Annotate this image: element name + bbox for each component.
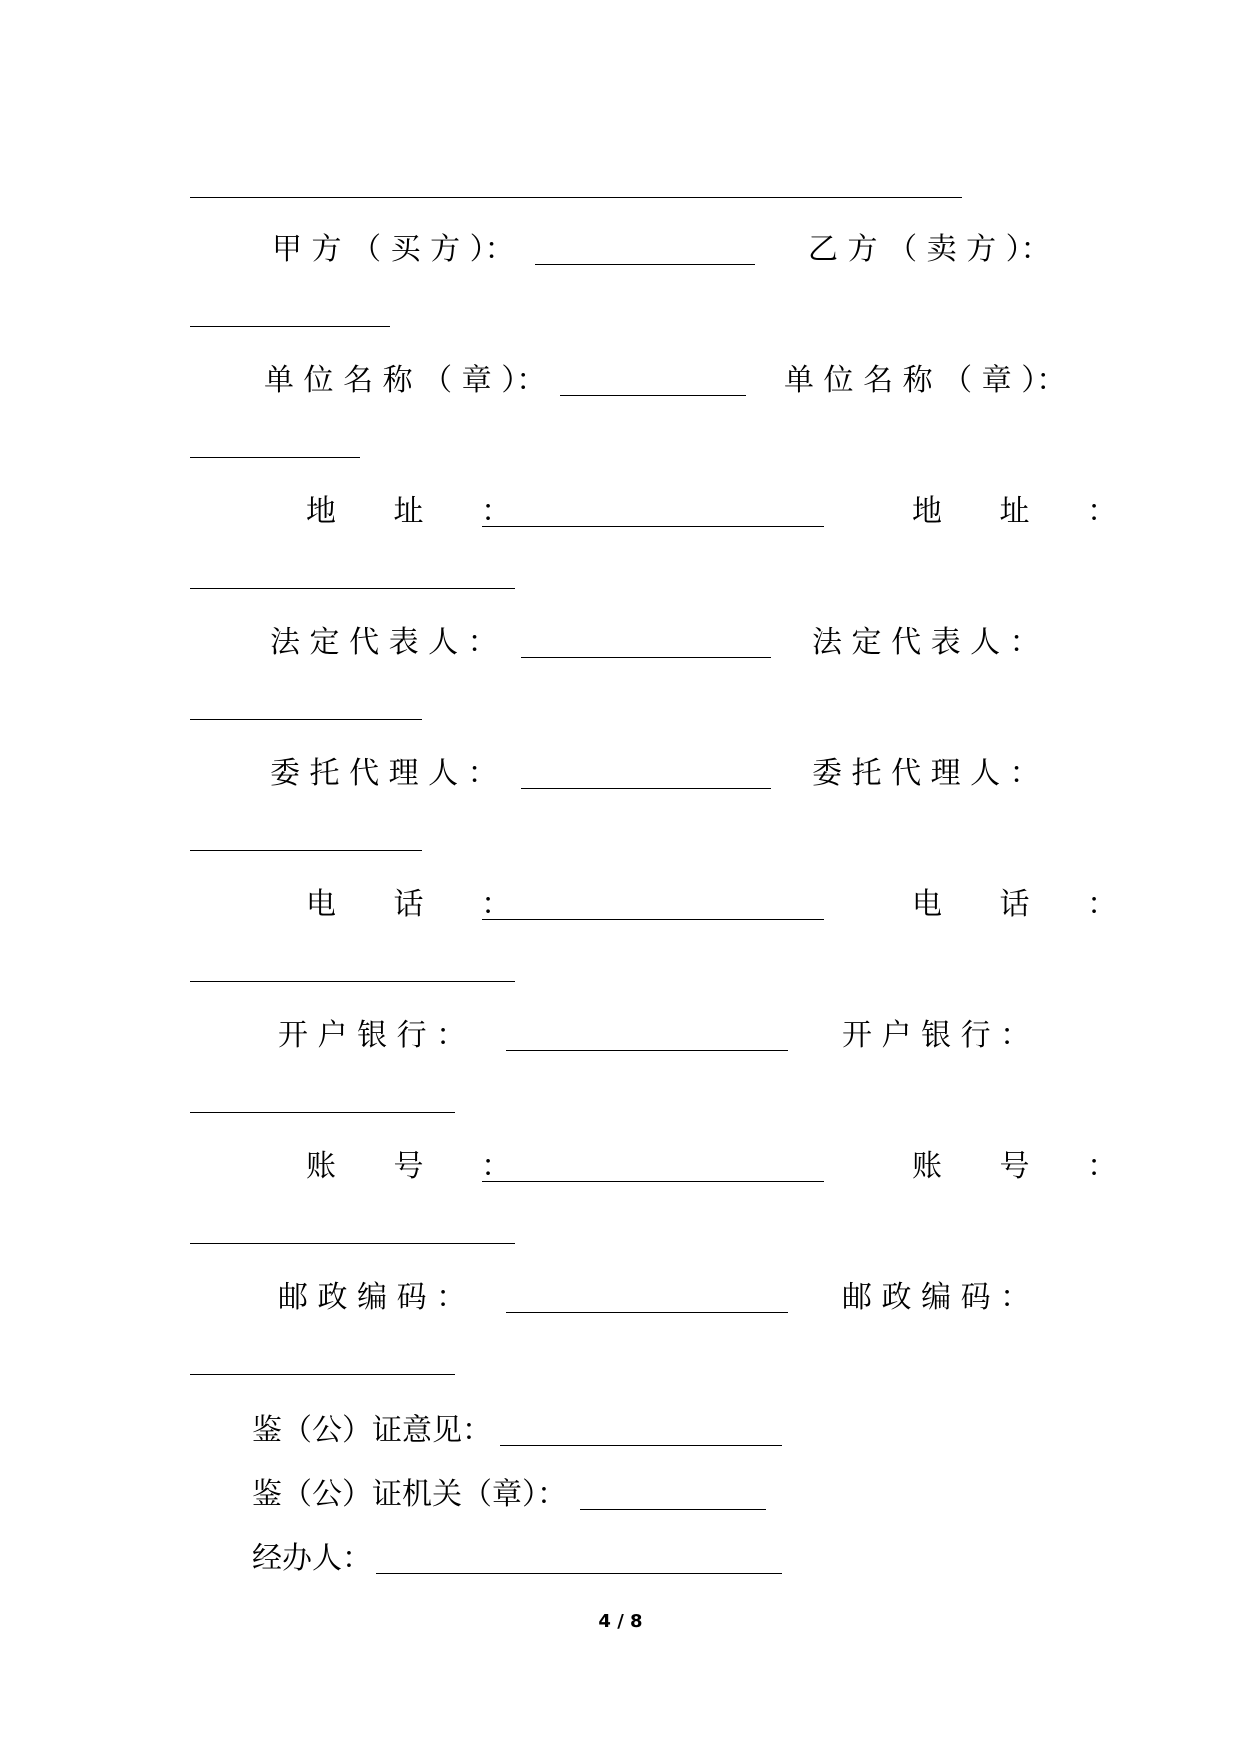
notary-opinion-label: 鉴（公）证意见： xyxy=(252,1413,492,1448)
right-label xyxy=(912,883,1142,927)
left-label-text: 账 号 ： xyxy=(306,1149,536,1184)
handler-row xyxy=(252,1537,792,1581)
right-blank[interactable] xyxy=(190,981,515,982)
notary-office-blank[interactable] xyxy=(580,1509,766,1510)
right-blank[interactable] xyxy=(190,457,360,458)
postcode-row xyxy=(190,1276,1050,1320)
right-label: 委 托 代 理 人 ： xyxy=(812,756,1040,791)
right-label: 开 户 银 行 ： xyxy=(842,1018,1031,1053)
handler-label: 经办人： xyxy=(252,1541,372,1576)
notary-office-label: 鉴（公）证机关（章）： xyxy=(252,1477,567,1512)
party-b-blank[interactable] xyxy=(190,326,390,327)
right-blank[interactable] xyxy=(190,850,422,851)
party-a-blank[interactable] xyxy=(535,264,755,265)
left-blank[interactable] xyxy=(506,1050,788,1051)
handler-blank[interactable] xyxy=(376,1573,782,1574)
notary-opinion-row xyxy=(252,1409,792,1453)
left-label xyxy=(306,490,536,534)
right-label-text: 电 话 ： xyxy=(912,887,1142,922)
agent-row xyxy=(190,752,1050,796)
address-row xyxy=(190,490,1142,534)
account-row xyxy=(190,1145,1142,1189)
party-a-label: 甲 方 （ 买 方 ）： xyxy=(272,232,515,267)
page-number: 4 / 8 xyxy=(598,1611,643,1632)
phone-row xyxy=(190,883,1142,927)
left-blank[interactable] xyxy=(482,1181,824,1182)
right-blank[interactable] xyxy=(190,1243,515,1244)
bank-row xyxy=(190,1014,1050,1058)
party-row xyxy=(190,228,1050,272)
right-label xyxy=(912,1145,1142,1189)
legal-rep-row xyxy=(190,621,1050,665)
left-label: 单 位 名 称 （ 章 ）： xyxy=(264,363,547,398)
left-blank[interactable] xyxy=(506,1312,788,1313)
left-blank[interactable] xyxy=(482,919,824,920)
right-blank[interactable] xyxy=(190,1374,455,1375)
party-b-label: 乙 方 （ 卖 方 ）： xyxy=(808,232,1051,267)
left-label: 法 定 代 表 人 ： xyxy=(270,625,498,660)
right-blank[interactable] xyxy=(190,719,422,720)
right-blank[interactable] xyxy=(190,588,515,589)
left-label: 邮 政 编 码 ： xyxy=(278,1280,467,1315)
left-label-text: 地 址 ： xyxy=(306,494,536,529)
right-label-text: 地 址 ： xyxy=(912,494,1142,529)
left-label xyxy=(306,883,536,927)
left-blank[interactable] xyxy=(560,395,746,396)
left-label: 开 户 银 行 ： xyxy=(278,1018,467,1053)
top-rule xyxy=(190,197,962,198)
left-label-text: 电 话 ： xyxy=(306,887,536,922)
company-name-row xyxy=(190,359,1067,403)
right-label xyxy=(912,490,1142,534)
right-label: 法 定 代 表 人 ： xyxy=(812,625,1040,660)
notary-office-row xyxy=(252,1473,772,1517)
left-blank[interactable] xyxy=(521,788,771,789)
notary-opinion-blank[interactable] xyxy=(500,1445,782,1446)
left-blank[interactable] xyxy=(482,526,824,527)
left-blank[interactable] xyxy=(521,657,771,658)
left-label: 委 托 代 理 人 ： xyxy=(270,756,498,791)
right-label: 单 位 名 称 （ 章 ）： xyxy=(784,363,1067,398)
right-label-text: 账 号 ： xyxy=(912,1149,1142,1184)
right-label: 邮 政 编 码 ： xyxy=(842,1280,1031,1315)
right-blank[interactable] xyxy=(190,1112,455,1113)
left-label xyxy=(306,1145,536,1189)
